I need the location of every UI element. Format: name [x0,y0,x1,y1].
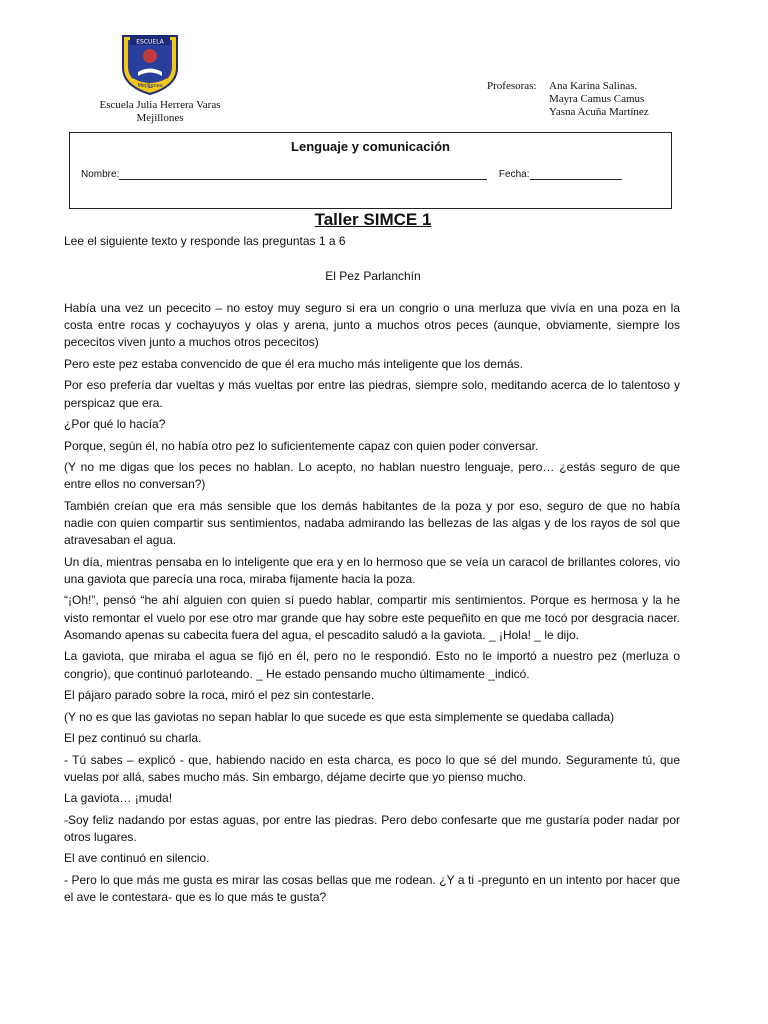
paragraph: También creían que era más sensible que los demás habitantes de la poza y por eso, seguro de que no había nadie con quien compartir sus sentimientos, nadaba admirando las bellezas de las algas y de los rayos de sol que atravesaban el agua. [64,498,680,548]
teachers-block [487,80,649,119]
school-city: Mejillones [136,112,184,124]
paragraph: -Soy feliz nadando por estas aguas, por entre las piedras. Pero debo confesarte que me gustaría poder nadar por otros lugares. [64,812,680,844]
paragraph: - Pero lo que más me gusta es mirar las cosas bellas que me rodean. ¿Y a ti -pregunto en un intento por hacer que el ave le contestara- que es lo que más te gusta? [64,872,680,905]
paragraph: La gaviota, que miraba el agua se fijó en él, pero no le respondió. Esto no le importó a nuestro pez (merluza o congrio), que continuó parloteando. _ He estado pensando mucho últimamente _indicó. [64,649,680,681]
date-line [530,170,622,180]
instruction-text: Lee el siguiente texto y responde las preguntas 1 a 6 [64,234,346,248]
teachers-label: Profesoras: [487,80,537,92]
student-info-box [69,132,672,209]
student-fields [81,169,622,180]
teacher-name: Mayra Camus Camus [549,93,645,105]
paragraph: - Tú sabes – explicó - que, habiendo nacido en esta charca, es poco lo que sé del mundo. Seguramente tú, que vuelas por allá, sabes mucho más. Sin embargo, déjame decirte que yo pienso mucho. [64,752,680,784]
paragraph: ¿Por qué lo hacía? [64,417,166,432]
page-title: Taller SIMCE 1 [314,210,432,229]
paragraph: El pájaro parado sobre la roca, miró el pez sin contestarle. [64,688,375,703]
name-line [119,170,487,180]
paragraph: Por eso prefería dar vueltas y más vueltas por entre las piedras, siempre solo, meditando acerca de lo talentoso y perspicaz que era. [64,378,680,410]
school-name-block [60,99,260,125]
paragraph: La gaviota… ¡muda! [64,791,173,806]
school-name: Escuela Julia Herrera Varas [99,99,221,111]
teacher-name: Ana Karina Salinas. [549,80,638,92]
crest-bottom-text: Mejillones [137,83,163,89]
teacher-name: Yasna Acuña Martínez [549,106,649,118]
paragraph: Porque, según él, no había otro pez lo suficientemente capaz con quien poder conversar. [64,438,539,453]
name-label: Nombre: [81,169,120,180]
story-body [64,300,680,911]
paragraph: Pero este pez estaba convencido de que él era mucho más inteligente que los demás. [64,356,523,371]
crest-top-text: ESCUELA [136,38,164,46]
paragraph: (Y no es que las gaviotas no sepan hablar lo que sucede es que esta simplemente se quedaba callada) [64,709,615,724]
school-crest-logo [118,32,182,96]
date-label: Fecha: [498,169,530,180]
paragraph: Un día, mientras pensaba en lo inteligente que era y en lo hermoso que se veía un caracol de brillantes colores, vio una gaviota que parecía una roca, miraba fijamente hacia la poza. [64,554,680,586]
paragraph: El ave continuó en silencio. [64,851,210,866]
paragraph: (Y no me digas que los peces no hablan. Lo acepto, no hablan nuestro lenguaje, pero… ¿estás seguro de que entre ellos no conversan?) [64,460,680,492]
paragraph: “¡Oh!”, pensó “he ahí alguien con quien sí puedo hablar, compartir mis sentimientos. Porque es hermosa y la he visto remontar el vuelo por ese otro mar grande que hay sobre este pequeñito en que me tocó por desgracia nacer. Asomando apenas su cabecita fuera del agua, el pescadito saludó a la gaviota. _ ¡Hola! _ le dijo. [64,593,680,642]
paragraph: El pez continuó su charla. [64,731,202,746]
story-title: El Pez Parlanchín [325,269,421,283]
subject-title: Lenguaje y comunicación [291,139,450,154]
paragraph: Había una vez un pececito – no estoy muy seguro si era un congrio o una merluza que vivía en una poza en la costa entre rocas y cochayuyos y olas y arena, junto a muchos otros peces (aunque, obviamente, siempre los pececitos viven junto a muchos otros pececitos) [64,301,680,350]
